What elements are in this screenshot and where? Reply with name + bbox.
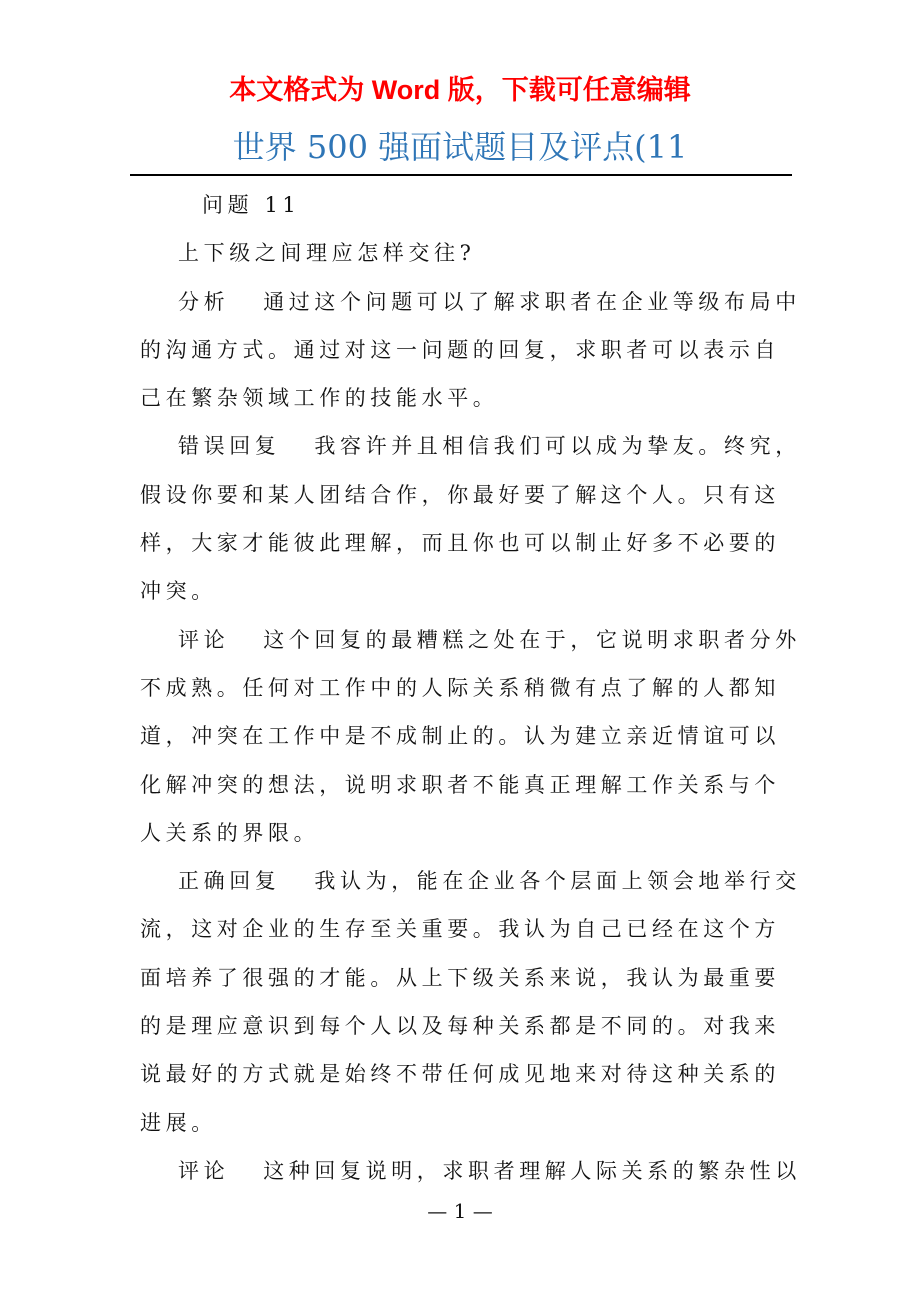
- paragraph-line: [140, 326, 800, 374]
- line-text: 化解冲突的想法，说明求职者不能真正理解工作关系与个: [140, 772, 780, 797]
- line-text: 我容许并且相信我们可以成为挚友。终究，: [314, 434, 801, 459]
- section-label: 正确回复: [178, 869, 281, 894]
- paragraph-line: [140, 374, 800, 422]
- paragraph-line: [140, 954, 800, 1002]
- paragraph-line: [140, 905, 800, 953]
- section-label: 分析: [178, 289, 230, 314]
- sections: [140, 278, 800, 1196]
- line-text: 进展。: [140, 1110, 217, 1135]
- word-format-banner: 本文格式为 Word 版，下载可任意编辑: [229, 75, 691, 105]
- question-text: 上下级之间理应怎样交往?: [178, 241, 476, 266]
- paragraph-line: [140, 809, 800, 857]
- section-label: 错误回复: [178, 434, 281, 459]
- paragraph-line: [140, 471, 800, 519]
- line-text: 说最好的方式就是始终不带任何成见地来对待这种关系的: [140, 1062, 780, 1087]
- line-text: 的是理应意识到每个人以及每种关系都是不同的。对我来: [140, 1014, 780, 1039]
- section-label: 评论: [178, 627, 230, 652]
- paragraph-line: [140, 712, 800, 760]
- line-text: 样，大家才能彼此理解，而且你也可以制止好多不必要的: [140, 531, 780, 556]
- line-text: 不成熟。任何对工作中的人际关系稍微有点了解的人都知: [140, 675, 780, 700]
- section-label: 评论: [178, 1158, 230, 1183]
- line-text: 面培养了很强的才能。从上下级关系来说，我认为最重要: [140, 965, 780, 990]
- paragraph-line: [140, 567, 800, 615]
- paragraph-line: [140, 1099, 800, 1147]
- line-text: 假设你要和某人团结合作，你最好要了解这个人。只有这: [140, 482, 780, 507]
- line-text: 己在繁杂领域工作的技能水平。: [140, 386, 499, 411]
- paragraph-line: [140, 761, 800, 809]
- line-text: 道，冲突在工作中是不成制止的。认为建立亲近情谊可以: [140, 724, 780, 749]
- question-label: 问题 11: [202, 193, 301, 217]
- paragraph-line: [140, 664, 800, 712]
- line-text: 通过这个问题可以了解求职者在企业等级布局中: [263, 289, 801, 314]
- line-text: 人关系的界限。: [140, 820, 320, 845]
- paragraph-line: [140, 278, 800, 326]
- line-text: 我认为，能在企业各个层面上领会地举行交: [314, 869, 801, 894]
- title-divider: [130, 174, 792, 176]
- paragraph-line: [140, 1050, 800, 1098]
- paragraph-line: [140, 857, 800, 905]
- document-body: [140, 181, 800, 1195]
- line-text: 这种回复说明，求职者理解人际关系的繁杂性以: [263, 1158, 801, 1183]
- paragraph-line: [140, 1147, 800, 1195]
- line-text: 流，这对企业的生存至关重要。我认为自己已经在这个方: [140, 917, 780, 942]
- line-text: 这个回复的最糟糕之处在于，它说明求职者分外: [263, 627, 801, 652]
- page-number: — 1 —: [427, 1199, 493, 1223]
- document-title: 世界 500 强面试题目及评点(11: [232, 128, 688, 166]
- paragraph-line: [140, 519, 800, 567]
- paragraph-line: [140, 1002, 800, 1050]
- paragraph-line: [140, 422, 800, 470]
- paragraph-line: [140, 616, 800, 664]
- line-text: 冲突。: [140, 579, 217, 604]
- line-text: 的沟通方式。通过对这一问题的回复，求职者可以表示自: [140, 337, 780, 362]
